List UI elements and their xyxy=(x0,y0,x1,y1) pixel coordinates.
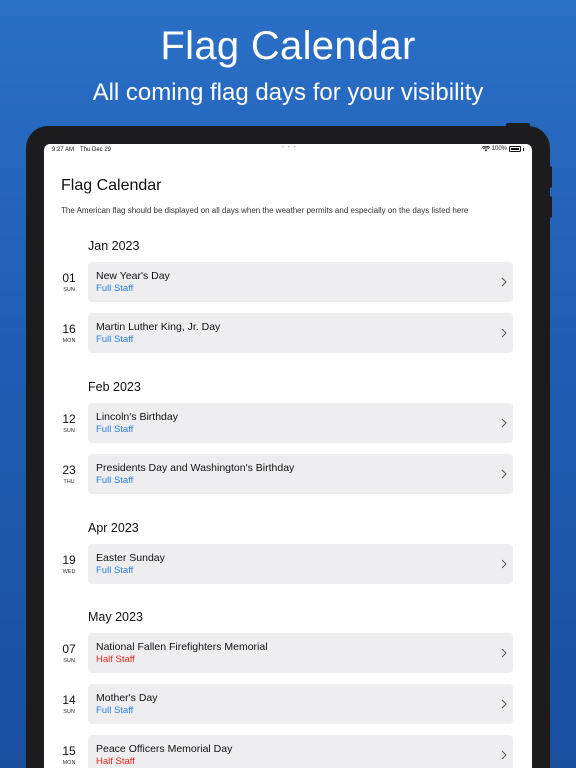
flag-status: Half Staff xyxy=(96,654,135,665)
chevron-right-icon xyxy=(501,328,507,338)
promo-title: Flag Calendar xyxy=(160,24,416,68)
status-indicators xyxy=(482,146,524,152)
date-weekday: SUN xyxy=(63,658,75,664)
list-item[interactable] xyxy=(44,544,532,584)
date-day: 23 xyxy=(62,463,76,477)
date-weekday: SUN xyxy=(63,709,75,715)
date-weekday: SUN xyxy=(63,428,75,434)
flag-day-title: National Fallen Firefighters Memorial xyxy=(96,641,268,653)
list-item[interactable] xyxy=(44,684,532,724)
flag-day-card[interactable] xyxy=(88,262,513,302)
volume-up-button xyxy=(548,166,552,188)
flag-day-title: Presidents Day and Washington's Birthday xyxy=(96,462,295,474)
top-button xyxy=(506,123,530,127)
chevron-right-icon xyxy=(501,559,507,569)
flag-status: Full Staff xyxy=(96,565,134,576)
chevron-right-icon xyxy=(501,277,507,287)
chevron-right-icon xyxy=(501,469,507,479)
volume-down-button xyxy=(548,196,552,218)
flag-status: Full Staff xyxy=(96,283,134,294)
list-item[interactable] xyxy=(44,633,532,673)
app-screen xyxy=(44,144,532,768)
section-header-feb-2023: Feb 2023 xyxy=(88,380,141,394)
status-time: 9:27 AM xyxy=(52,147,75,153)
date-weekday: WED xyxy=(62,569,76,575)
list-item[interactable] xyxy=(44,454,532,494)
date-weekday: SUN xyxy=(63,287,75,293)
date-day: 14 xyxy=(62,693,76,707)
flag-day-title: Lincoln's Birthday xyxy=(96,411,178,423)
list-item[interactable] xyxy=(44,735,532,768)
flag-day-card[interactable] xyxy=(88,403,513,443)
date-day: 07 xyxy=(62,642,76,656)
flag-day-title: Martin Luther King, Jr. Day xyxy=(96,321,221,333)
list-item[interactable] xyxy=(44,262,532,302)
chevron-right-icon xyxy=(501,418,507,428)
flag-status: Half Staff xyxy=(96,756,135,767)
flag-day-card[interactable] xyxy=(88,313,513,353)
date-day: 01 xyxy=(62,271,76,285)
flag-day-card[interactable] xyxy=(88,633,513,673)
flag-day-card[interactable] xyxy=(88,684,513,724)
flag-status: Full Staff xyxy=(96,705,134,716)
flag-status: Full Staff xyxy=(96,334,134,345)
section-header-may-2023: May 2023 xyxy=(88,610,143,624)
flag-day-card[interactable] xyxy=(88,544,513,584)
section-header-apr-2023: Apr 2023 xyxy=(88,521,139,535)
date-weekday: MON xyxy=(62,338,76,344)
page-title: Flag Calendar xyxy=(61,177,162,194)
battery-tip xyxy=(523,148,524,151)
flag-day-card[interactable] xyxy=(88,454,513,494)
date-weekday: MON xyxy=(62,760,76,766)
flag-status: Full Staff xyxy=(96,475,134,486)
list-item[interactable] xyxy=(44,313,532,353)
battery-percent: 100% xyxy=(491,146,507,152)
date-day: 15 xyxy=(62,744,76,758)
flag-day-title: Peace Officers Memorial Day xyxy=(96,743,233,755)
promo-subtitle: All coming flag days for your visibility xyxy=(92,79,484,106)
flag-day-title: Mother's Day xyxy=(96,692,158,704)
status-bar xyxy=(44,144,532,158)
section-header-jan-2023: Jan 2023 xyxy=(88,239,140,253)
flag-day-card[interactable] xyxy=(88,735,513,768)
chevron-right-icon xyxy=(501,699,507,709)
chevron-right-icon xyxy=(501,648,507,658)
multitasking-dots[interactable]: • • • xyxy=(282,145,297,151)
page-description: The American flag should be displayed on all days when the weather permits and especially on the days listed here xyxy=(61,206,469,215)
date-day: 16 xyxy=(62,322,76,336)
wifi-icon xyxy=(482,146,490,152)
status-date: Thu Dec 29 xyxy=(80,147,112,153)
battery-icon xyxy=(509,146,521,152)
flag-status: Full Staff xyxy=(96,424,134,435)
flag-day-title: New Year's Day xyxy=(96,270,170,282)
date-day: 19 xyxy=(62,553,76,567)
list-item[interactable] xyxy=(44,403,532,443)
chevron-right-icon xyxy=(501,750,507,760)
flag-day-title: Easter Sunday xyxy=(96,552,165,564)
date-day: 12 xyxy=(62,412,76,426)
date-weekday: THU xyxy=(63,479,75,485)
